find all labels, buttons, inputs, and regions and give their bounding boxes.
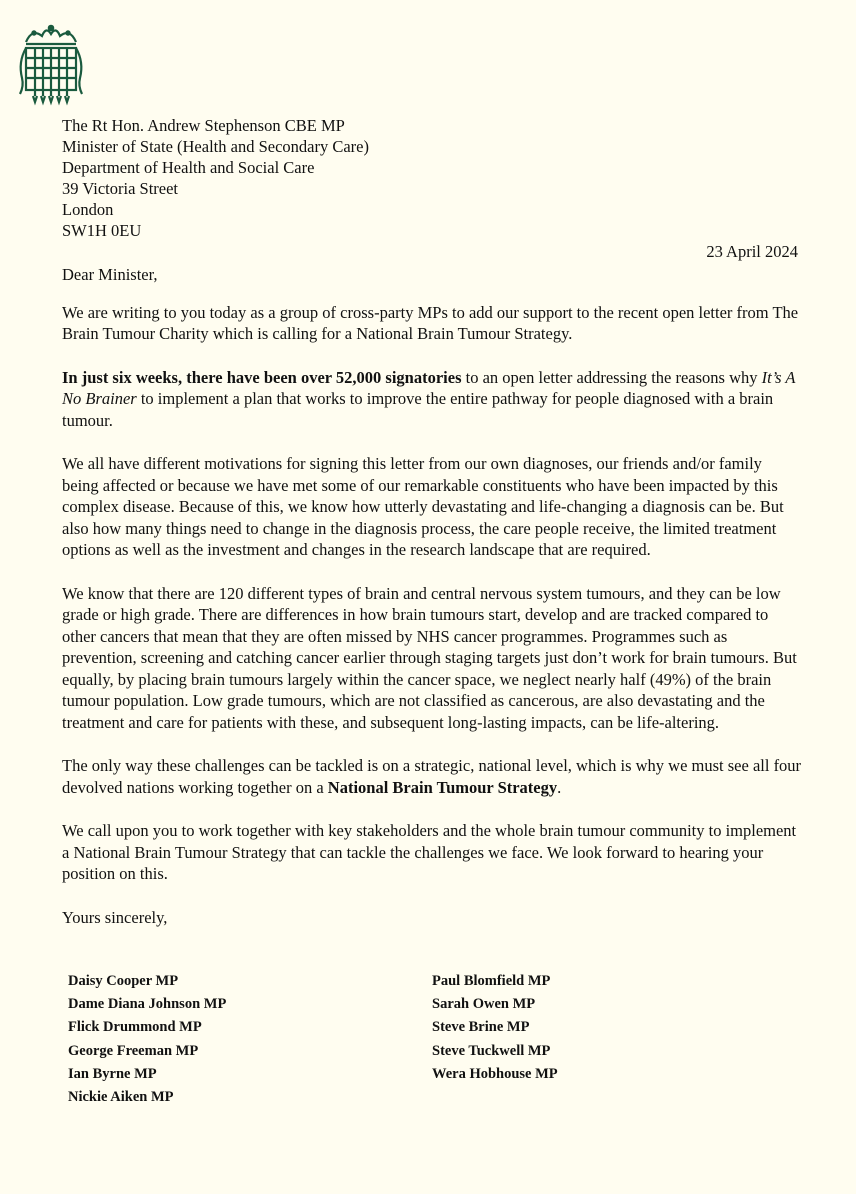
signatory-name: Paul Blomfield MP xyxy=(432,973,551,989)
paragraph-3: We all have different motivations for signing this letter from our own diagnoses, our friends and/or family being affected or because we have met some of our remarkable constituents who have been impacted by this complex disease. Because of this, we know how utterly devastating and life-changing a diagnosis can be. But also how many things need to change in the diagnosis process, the care people receive, the limited treatment options as well as the investment and changes in the research landscape that are required. xyxy=(62,454,784,559)
portcullis-crest-icon xyxy=(12,22,90,106)
signatories-left-column xyxy=(68,970,226,1109)
paragraph-2-text-b: to implement a plan that works to improve the entire pathway for people diagnosed with a brain tumour. xyxy=(62,389,774,430)
signatory-name: Daisy Cooper MP xyxy=(68,973,179,989)
signatory-name: Sarah Owen MP xyxy=(432,996,536,1013)
paragraph-4: We know that there are 120 different types of brain and central nervous system tumours, and they can be low grade or high grade. There are differences in how brain tumours start, develop and are tracked compared to other cancers that mean that they are often missed by NHS cancer programmes. Programmes such as prevention, screening and catching cancer earlier through staging targets just don’t work for brain tumours. But equally, by placing brain tumours largely within the cancer space, we neglect nearly half (49%) of the brain tumour population. Low grade tumours, which are not classified as cancerous, are also devastating and the treatment and care for patients with these, and subsequent long-lasting impacts, can be life-altering. xyxy=(62,583,797,732)
paragraph-1: We are writing to you today as a group of cross-party MPs to add our support to the recent open letter from The Brain Tumour Charity which is calling for a National Brain Tumour Strategy. xyxy=(62,302,799,343)
paragraph-5-text-b: . xyxy=(557,777,562,797)
signatory-name: Steve Brine MP xyxy=(432,1019,530,1036)
letter-date: 23 April 2024 xyxy=(706,242,798,261)
paragraph-2 xyxy=(62,367,802,432)
paragraph-5 xyxy=(62,755,802,798)
paragraph-5-bold: National Brain Tumour Strategy xyxy=(327,777,558,797)
address-line: SW1H 0EU xyxy=(62,221,142,240)
address-line: London xyxy=(62,200,114,219)
letter-body xyxy=(62,264,802,944)
paragraph-2-bold: In just six weeks, there have been over 52,000 signatories xyxy=(62,367,462,387)
recipient-address xyxy=(62,115,369,241)
signatory-name: Nickie Aiken MP xyxy=(68,1089,174,1106)
signatories-right-column xyxy=(432,970,558,1086)
paragraph-2-text-a: to an open letter addressing the reasons why xyxy=(461,367,762,387)
address-line: The Rt Hon. Andrew Stephenson CBE MP xyxy=(62,116,345,135)
closing: Yours sincerely, xyxy=(62,907,168,927)
address-line: Minister of State (Health and Secondary Care) xyxy=(62,137,369,156)
signatory-name: George Freeman MP xyxy=(68,1042,199,1059)
signatory-name: Flick Drummond MP xyxy=(68,1019,202,1036)
paragraph-5-text-a: The only way these challenges can be tackled is on a strategic, national level, which is why we must see all four devolved nations working together on a xyxy=(62,756,802,797)
address-line: 39 Victoria Street xyxy=(62,179,179,198)
paragraph-2-italic: It’s A No Brainer xyxy=(62,367,796,408)
signatory-name: Dame Diana Johnson MP xyxy=(68,996,227,1013)
paragraph-6: We call upon you to work together with key stakeholders and the whole brain tumour community to implement a National Brain Tumour Strategy that can tackle the challenges we face. We look forward to hearing your position on this. xyxy=(62,821,797,883)
salutation: Dear Minister, xyxy=(62,265,158,284)
address-line: Department of Health and Social Care xyxy=(62,158,315,177)
signatory-name: Ian Byrne MP xyxy=(68,1065,157,1082)
signatory-name: Wera Hobhouse MP xyxy=(432,1065,558,1082)
signatory-name: Steve Tuckwell MP xyxy=(432,1042,551,1059)
